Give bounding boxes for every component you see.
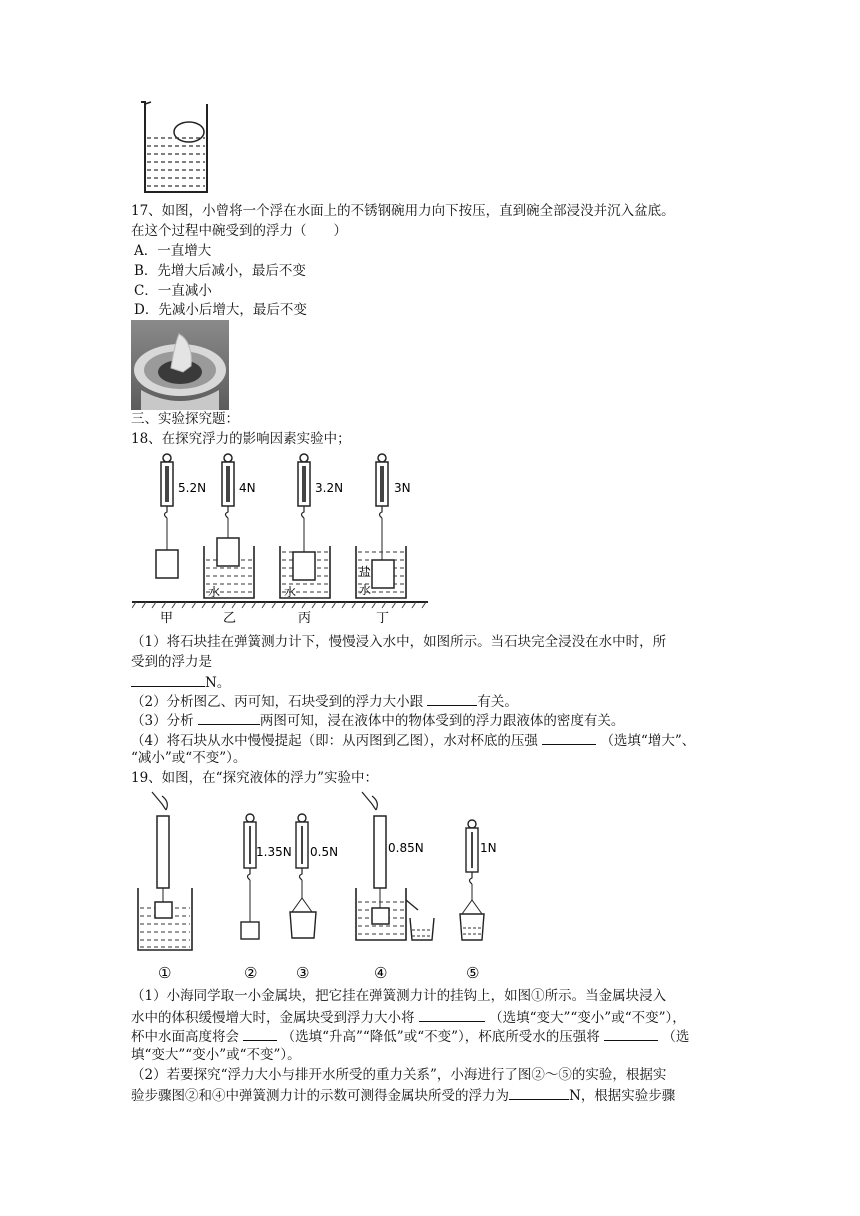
q19-part2-text-b1: 验步骤图②和④中弹簧测力计的示数可测得金属块所受的浮力为 bbox=[131, 1088, 509, 1104]
answer-blank-q19-3[interactable] bbox=[604, 1026, 658, 1041]
liquid-label-ding-bottom: 水 bbox=[359, 583, 372, 597]
q19-part2-text-b2: N，根据实验步骤 bbox=[569, 1088, 676, 1104]
liquid-label-bing: 水 bbox=[284, 585, 297, 599]
q19-figure bbox=[132, 790, 532, 985]
label-ding: 丁 bbox=[376, 611, 390, 626]
q18-stem: 18、在探究浮力的影响因素实验中； bbox=[131, 431, 351, 447]
q19-part2-line2 bbox=[131, 1085, 675, 1106]
q19-stem: 19、如图，在“探究液体的浮力”实验中： bbox=[131, 770, 378, 786]
q18-part2-text-b: 有关。 bbox=[477, 694, 518, 710]
q17-option-d: D．先减小后增大，最后不变 bbox=[134, 302, 307, 318]
answer-blank-q19-2[interactable] bbox=[243, 1026, 277, 1041]
q19-part1-line3 bbox=[131, 1026, 689, 1047]
q19-part2-line1: （2）若要探究“浮力大小与排开水所受的重力关系”，小海进行了图②～⑤的实验，根据实 bbox=[131, 1067, 667, 1083]
answer-blank-q19-1[interactable] bbox=[419, 1007, 485, 1022]
reading-step-3: 0.5N bbox=[310, 845, 339, 859]
step-4 bbox=[356, 792, 434, 940]
liquid-label-yi: 水 bbox=[208, 585, 221, 599]
reading-step-4: 0.85N bbox=[388, 841, 424, 855]
q18-part1-unit: N。 bbox=[205, 675, 231, 691]
q18-part2-text-a: （2）分析图乙、丙可知，石块受到的浮力大小跟 bbox=[131, 694, 424, 710]
label-step-1: ① bbox=[158, 964, 172, 982]
reading-bing: 3.2N bbox=[315, 481, 344, 495]
label-step-3: ③ bbox=[296, 964, 310, 982]
reading-step-5: 1N bbox=[480, 841, 497, 855]
step-3 bbox=[290, 814, 338, 938]
q19-part1-text-c1: 杯中水面高度将会 bbox=[131, 1029, 239, 1045]
q19-part1-line2 bbox=[131, 1007, 686, 1028]
section-3-title: 三、实验探究题： bbox=[131, 411, 239, 427]
label-step-2: ② bbox=[244, 964, 258, 982]
reading-yi: 4N bbox=[239, 481, 256, 495]
q18-part4-line1 bbox=[131, 730, 695, 751]
q17-option-c: C．一直减小 bbox=[134, 283, 212, 299]
q18-part4-line2: “减小”或“不变”）。 bbox=[131, 750, 247, 766]
q19-part1-text-c3: （选 bbox=[662, 1029, 690, 1045]
q18-part4-text-a: （4）将石块从水中慢慢提起（即：从丙图到乙图），水对杯底的压强 bbox=[131, 733, 538, 749]
label-step-4: ④ bbox=[374, 964, 388, 982]
q19-part1-line1: （1）小海同学取一小金属块，把它挂在弹簧测力计的挂钩上，如图①所示。当金属块浸入 bbox=[131, 988, 667, 1004]
q18-part4-text-b: （选填“增大”、 bbox=[600, 733, 696, 749]
step-1 bbox=[138, 792, 192, 950]
label-yi: 乙 bbox=[223, 611, 237, 626]
label-bing: 丙 bbox=[298, 611, 312, 626]
q18-part2 bbox=[131, 691, 518, 712]
reading-ding: 3N bbox=[394, 481, 411, 495]
q17-stem-line2: 在这个过程中碗受到的浮力（ ） bbox=[131, 223, 347, 239]
label-step-5: ⑤ bbox=[466, 964, 480, 982]
q18-figure bbox=[132, 452, 432, 632]
step-2 bbox=[241, 814, 292, 939]
label-jia: 甲 bbox=[160, 611, 174, 626]
reading-step-2: 1.35N bbox=[256, 845, 292, 859]
q18-part1-line3 bbox=[131, 672, 230, 693]
beaker-bowl-figure bbox=[137, 98, 213, 198]
q17-option-a: A．一直增大 bbox=[134, 243, 212, 259]
q18-part1-line1: （1）将石块挂在弹簧测力计下，慢慢浸入水中，如图所示。当石块完全浸没在水中时，所 bbox=[131, 634, 667, 650]
setup-jia bbox=[156, 454, 206, 578]
answer-blank-q18-3[interactable] bbox=[198, 710, 260, 725]
q18-part1-line2: 受到的浮力是 bbox=[131, 654, 212, 670]
q18-part3-text-a: （3）分析 bbox=[131, 713, 194, 729]
setup-bing bbox=[280, 454, 343, 599]
q18-part3 bbox=[131, 710, 624, 731]
q19-part1-text-b2: （选填“变大”“变小”或“不变”）， bbox=[489, 1010, 686, 1026]
q19-part1-text-c2: （选填“升高”“降低”或“不变”），杯底所受水的压强将 bbox=[281, 1029, 600, 1045]
q19-part1-text-b1: 水中的体积缓慢增大时，金属块受到浮力大小将 bbox=[131, 1010, 415, 1026]
setup-ding bbox=[356, 454, 411, 598]
step-5 bbox=[460, 820, 497, 940]
q17-option-b: B．先增大后减小，最后不变 bbox=[134, 263, 306, 279]
answer-blank-q18-2[interactable] bbox=[427, 691, 477, 706]
answer-blank-q18-4[interactable] bbox=[542, 730, 596, 745]
liquid-label-ding-top: 盐 bbox=[359, 565, 372, 579]
setup-yi bbox=[204, 454, 256, 599]
q17-stem-line1: 17、如图，小曾将一个浮在水面上的不锈钢碗用力向下按压，直到碗全部浸没并沉入盆底。 bbox=[131, 203, 675, 219]
q18-part3-text-b: 两图可知，浸在液体中的物体受到的浮力跟液体的密度有关。 bbox=[259, 713, 625, 729]
reading-jia: 5.2N bbox=[178, 481, 207, 495]
q19-part1-line4: 填“变大”“变小”或“不变”）。 bbox=[131, 1047, 301, 1063]
bowl-press-photo bbox=[131, 320, 229, 410]
answer-blank-q19-4[interactable] bbox=[509, 1085, 569, 1100]
answer-blank-q18-1[interactable] bbox=[131, 672, 205, 687]
